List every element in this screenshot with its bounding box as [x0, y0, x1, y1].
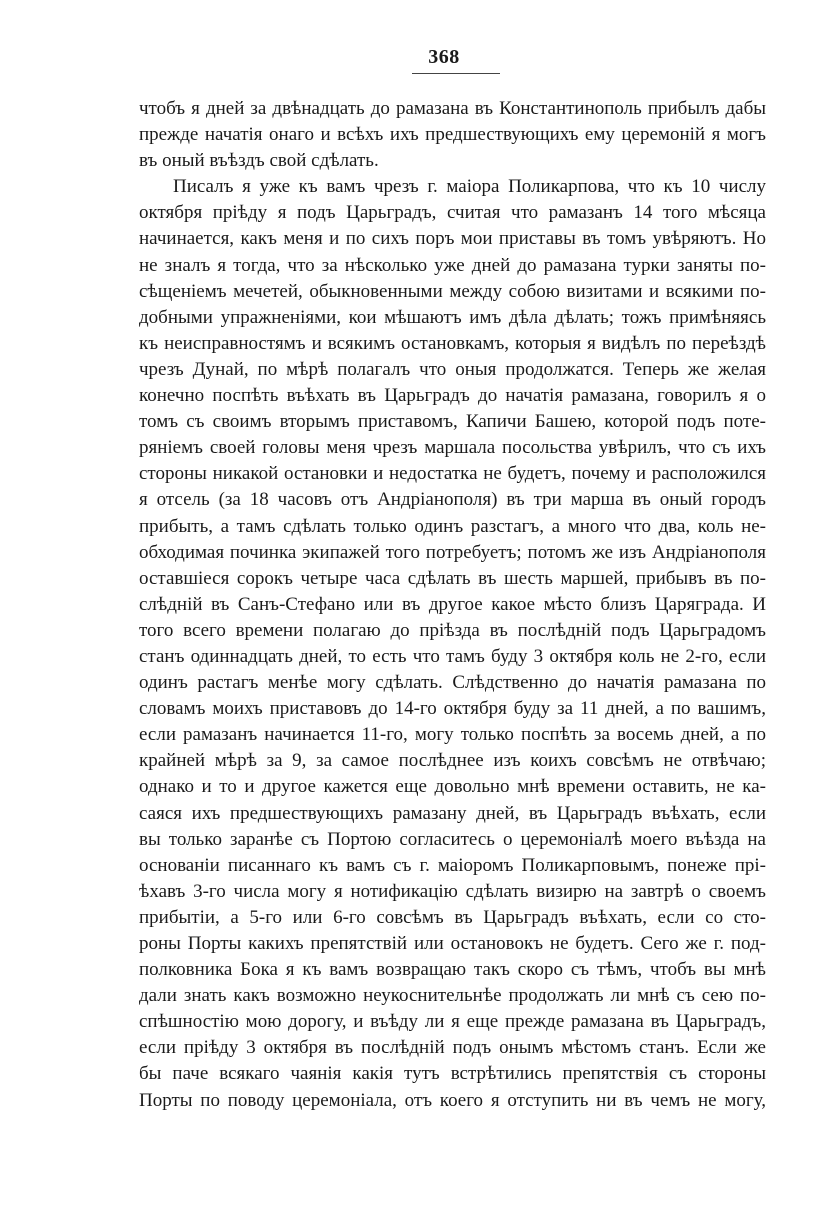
text-line: конечно поспѣть въѣхать въ Царьградъ до начатія рамазана, говорилъ я о	[139, 385, 766, 407]
text-line: сѣщеніемъ мечетей, обыкновенными между собою визитами и всякими по-	[139, 280, 766, 302]
page-number-rule	[412, 73, 500, 74]
text-line: томъ съ своимъ вторымъ приставомъ, Капичи Башею, которой подъ поте-	[139, 411, 766, 433]
text-line: бы паче всякаго чаянія какія тутъ встрѣтились препятствія съ стороны	[139, 1063, 766, 1085]
text-line: дали знать какъ возможно неукоснительнѣе продолжать ли мнѣ съ сею по-	[139, 985, 766, 1007]
text-line: полковника Бока я къ вамъ возвращаю такъ скоро съ тѣмъ, чтобъ вы мнѣ	[139, 959, 766, 981]
text-line: прибытіи, а 5-го или 6-го совсѣмъ въ Царьградъ въѣхать, если со сто-	[139, 906, 766, 928]
text-line: слѣдній въ Санъ-Стефано или въ другое какое мѣсто близъ Царяграда. И	[139, 593, 766, 615]
text-line: если пріѣду 3 октября въ послѣдній подъ онымъ мѣстомъ станъ. Если же	[139, 1037, 766, 1059]
text-line: октября пріѣду я подъ Царьградъ, считая что рамазанъ 14 того мѣсяца	[139, 202, 766, 224]
text-line: ѣхавъ 3-го числа могу я нотификацію сдѣлать визирю на завтрѣ о своемъ	[139, 880, 766, 902]
text-line: не зналъ я тогда, что за нѣсколько уже дней до рамазана турки заняты по-	[139, 254, 766, 276]
text-line: станъ одиннадцать дней, то есть что тамъ буду 3 октября коль не 2-го, если	[139, 645, 766, 667]
text-line: начинается, какъ меня и по сихъ поръ мои приставы въ томъ увѣряютъ. Но	[139, 228, 766, 250]
text-line: стороны никакой остановки и недостатка не будетъ, почему и расположился	[139, 463, 766, 485]
text-line: крайней мѣрѣ за 9, за самое послѣднее изъ коихъ совсѣмъ не отвѣчаю;	[139, 750, 766, 772]
text-line: я отсель (за 18 часовъ отъ Андріанополя) въ три марша въ оный городъ	[139, 489, 766, 511]
text-line: спѣшностію мою дорогу, и въѣду ли я еще прежде рамазана въ Царьградъ,	[139, 1011, 766, 1033]
text-line: прибыть, а тамъ сдѣлать только одинъ разстагъ, а много что два, коль не-	[139, 515, 766, 537]
text-line: роны Порты какихъ препятствій или остановокъ не будетъ. Сего же г. под-	[139, 933, 766, 954]
text-line: оставшіеся сорокъ четыре часа сдѣлать въ шесть маршей, прибывъ въ по-	[139, 567, 766, 589]
text-line: саяся ихъ предшествующихъ рамазану дней, въ Царьградъ въѣхать, если	[139, 802, 766, 824]
text-line: словамъ моихъ приставовъ до 14-го октября буду за 11 дней, а по вашимъ,	[139, 698, 766, 720]
text-line: однако и то и другое кажется еще довольно мнѣ времени оставить, не ка-	[139, 776, 766, 798]
text-line: обходимая починка экипажей того потребуетъ; потомъ же изъ Андріанополя	[139, 541, 766, 563]
text-line: къ неисправностямъ и всякимъ остановкамъ, которыя я видѣлъ по переѣздѣ	[139, 332, 766, 354]
text-line: вы только заранѣе съ Портою согласитесь о церемоніалѣ моего въѣзда на	[139, 828, 766, 850]
text-line: въ оный въѣздъ свой сдѣлать.	[139, 150, 379, 172]
page-number: 368	[428, 46, 460, 68]
text-line: одинъ растагъ менѣе могу сдѣлать. Слѣдственно до начатія рамазана по	[139, 672, 766, 694]
body-text	[139, 96, 766, 1114]
text-line: чрезъ Дунай, по мѣрѣ полагалъ что оныя продолжатся. Теперь же желая	[139, 358, 766, 380]
text-line: прежде начатія онаго и всѣхъ ихъ предшествующихъ ему церемоній я могъ	[139, 124, 766, 146]
paragraph-start-line: Писалъ я уже къ вамъ чрезъ г. маіора Поликарпова, что къ 10 числу	[173, 176, 766, 198]
text-line: того всего времени полагаю до пріѣзда въ послѣдній подъ Царьградомъ	[139, 619, 766, 641]
text-line: ряніемъ своей головы меня чрезъ маршала посольства увѣрилъ, что съ ихъ	[139, 437, 766, 459]
text-line: основаніи писаннаго къ вамъ съ г. маіоромъ Поликарповымъ, понеже прі-	[139, 854, 766, 876]
text-line: Порты по поводу церемоніала, отъ коего я отступить ни въ чемъ не могу,	[139, 1089, 766, 1111]
text-line: если рамазанъ начинается 11-го, могу только поспѣть за восемь дней, а по	[139, 724, 766, 746]
text-line: добными упражненіями, кои мѣшаютъ имъ дѣла дѣлать; тожъ примѣняясь	[139, 306, 766, 328]
text-line: чтобъ я дней за двѣнадцать до рамазана въ Константинополь прибылъ дабы	[139, 98, 766, 119]
